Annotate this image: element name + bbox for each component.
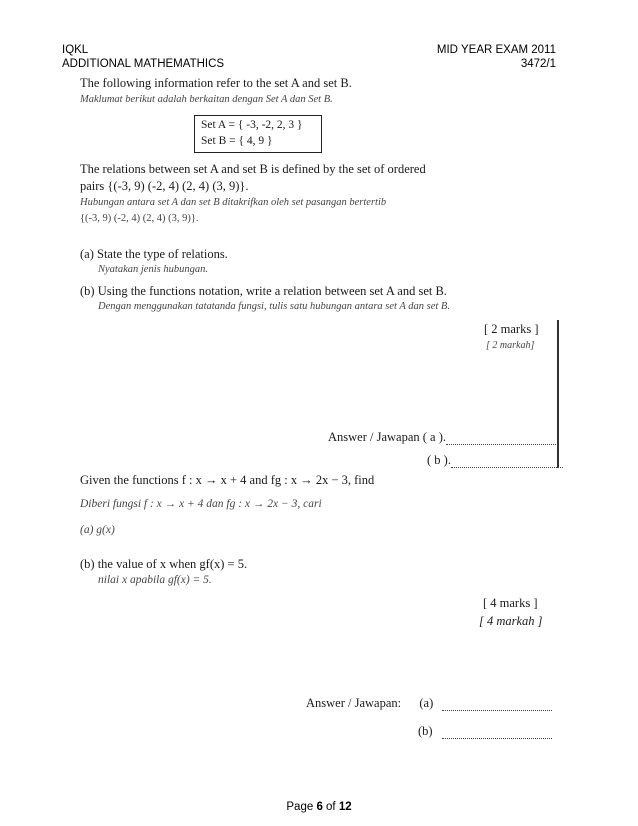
paper-code: 3472/1	[520, 58, 556, 70]
page-middle: of	[322, 801, 339, 813]
q2-answer-b-row	[418, 724, 552, 739]
page-prefix: Page	[286, 801, 317, 813]
set-b: Set B = { 4, 9 }	[201, 135, 273, 147]
q2-given-ms: Diberi fungsi f : x → x + 4 dan fg : x → 2x − 3, cari	[80, 498, 322, 510]
set-definition-box	[194, 115, 322, 153]
q1-marks-ms: [ 2 markah]	[486, 340, 535, 351]
q2-answer-b-label: (b)	[418, 724, 433, 738]
q2-part-b-en: (b) the value of x when gf(x) = 5.	[80, 557, 248, 571]
q1-relation-ms-1: Hubungan antara set A dan set B ditakrifkan oleh set pasangan bertertib	[80, 197, 387, 208]
q2-answer-a-line[interactable]	[442, 710, 552, 711]
school-name: IQKL	[62, 44, 89, 56]
q1-relation-en-1: The relations between set A and set B is defined by the set of ordered	[80, 162, 426, 176]
q2-part-a: (a) g(x)	[80, 524, 115, 536]
q1-answer-a-line[interactable]	[446, 444, 558, 445]
q1-relation-ms-2: {(-3, 9) (-2, 4) (2, 4) (3, 9)}.	[80, 213, 199, 224]
q2-marks-ms: [ 4 markah ]	[479, 614, 543, 628]
q2-answer-a-row	[306, 696, 552, 711]
page-total: 12	[338, 801, 352, 813]
page-number	[0, 801, 638, 813]
q1-answer-b-line[interactable]	[451, 467, 563, 468]
q1-answer-b-row	[427, 453, 563, 468]
q2-marks-en: [ 4 marks ]	[483, 596, 538, 610]
q1-intro-en: The following information refer to the set A and set B.	[80, 76, 352, 90]
q1-answer-a-row	[328, 430, 558, 445]
q1-answer-b-label: ( b ).	[427, 453, 451, 467]
q2-answer-label: Answer / Jawapan:	[306, 696, 402, 710]
set-a: Set A = { -3, -2, 2, 3 }	[201, 119, 303, 131]
q2-answer-a-label: (a)	[419, 696, 434, 710]
q1-marks-en: [ 2 marks ]	[484, 322, 539, 336]
q2-part-b-ms: nilai x apabila gf(x) = 5.	[98, 574, 212, 586]
q1-relation-en-2: pairs {(-3, 9) (-2, 4) (2, 4) (3, 9)}.	[80, 179, 249, 193]
q1-answer-label: Answer / Jawapan ( a ).	[328, 430, 447, 444]
exam-title: MID YEAR EXAM 2011	[436, 44, 556, 56]
q1-part-a-ms: Nyatakan jenis hubungan.	[98, 264, 208, 275]
q1-part-b-ms: Dengan menggunakan tatatanda fungsi, tulis satu hubungan antara set A dan set B.	[98, 301, 450, 312]
subject-title: ADDITIONAL MATHEMATHICS	[62, 58, 225, 70]
page-current: 6	[316, 801, 323, 813]
q1-part-b-en: (b) Using the functions notation, write a relation between set A and set B.	[80, 284, 447, 298]
q2-given-en: Given the functions f : x → x + 4 and fg : x → 2x − 3, find	[80, 473, 375, 487]
q2-answer-b-line[interactable]	[442, 738, 552, 739]
q1-intro-ms: Maklumat berikut adalah berkaitan dengan Set A dan Set B.	[80, 94, 333, 105]
q1-part-a-en: (a) State the type of relations.	[80, 247, 228, 261]
answer-margin-line	[557, 320, 559, 468]
